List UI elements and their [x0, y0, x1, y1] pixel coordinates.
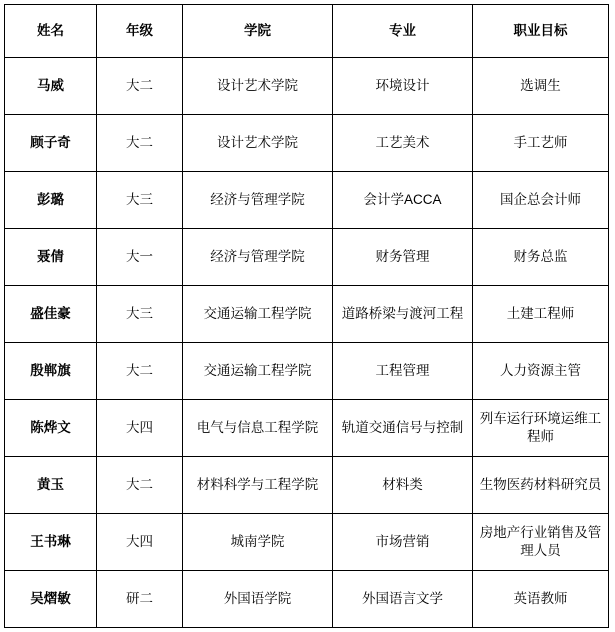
cell-goal: 国企总会计师	[473, 172, 609, 229]
cell-major: 材料类	[333, 457, 473, 514]
cell-college: 交通运输工程学院	[183, 286, 333, 343]
cell-grade: 大四	[97, 514, 183, 571]
table-row	[5, 286, 609, 343]
cell-goal: 列车运行环境运维工程师	[473, 400, 609, 457]
column-header-name: 姓名	[5, 5, 97, 58]
cell-name: 吴熠敏	[5, 571, 97, 628]
cell-college: 设计艺术学院	[183, 115, 333, 172]
cell-name: 顾子奇	[5, 115, 97, 172]
cell-college: 电气与信息工程学院	[183, 400, 333, 457]
cell-major: 环境设计	[333, 58, 473, 115]
cell-goal: 生物医药材料研究员	[473, 457, 609, 514]
table-header-row	[5, 5, 609, 58]
cell-grade: 大三	[97, 172, 183, 229]
cell-major: 轨道交通信号与控制	[333, 400, 473, 457]
table-header	[5, 5, 609, 58]
cell-name: 黄玉	[5, 457, 97, 514]
column-header-college: 学院	[183, 5, 333, 58]
table-row	[5, 115, 609, 172]
column-header-goal: 职业目标	[473, 5, 609, 58]
cell-college: 经济与管理学院	[183, 229, 333, 286]
table-row	[5, 457, 609, 514]
cell-name: 王书琳	[5, 514, 97, 571]
cell-name: 彭璐	[5, 172, 97, 229]
cell-grade: 大二	[97, 343, 183, 400]
cell-name: 马威	[5, 58, 97, 115]
cell-goal: 房地产行业销售及管理人员	[473, 514, 609, 571]
cell-name: 聂倩	[5, 229, 97, 286]
cell-name: 盛佳豪	[5, 286, 97, 343]
cell-major: 工程管理	[333, 343, 473, 400]
cell-grade: 大三	[97, 286, 183, 343]
cell-goal: 英语教师	[473, 571, 609, 628]
cell-grade: 大二	[97, 457, 183, 514]
student-career-table	[4, 4, 609, 628]
cell-goal: 手工艺师	[473, 115, 609, 172]
cell-name: 陈烨文	[5, 400, 97, 457]
table-row	[5, 571, 609, 628]
table-row	[5, 400, 609, 457]
cell-grade: 大二	[97, 58, 183, 115]
table-body	[5, 58, 609, 628]
column-header-major: 专业	[333, 5, 473, 58]
table-row	[5, 58, 609, 115]
cell-major: 工艺美术	[333, 115, 473, 172]
cell-college: 经济与管理学院	[183, 172, 333, 229]
table-row	[5, 172, 609, 229]
cell-goal: 财务总监	[473, 229, 609, 286]
table-row	[5, 343, 609, 400]
cell-goal: 土建工程师	[473, 286, 609, 343]
cell-college: 设计艺术学院	[183, 58, 333, 115]
column-header-grade: 年级	[97, 5, 183, 58]
cell-grade: 大四	[97, 400, 183, 457]
cell-major: 外国语言文学	[333, 571, 473, 628]
cell-goal: 人力资源主管	[473, 343, 609, 400]
cell-major: 财务管理	[333, 229, 473, 286]
cell-college: 交通运输工程学院	[183, 343, 333, 400]
cell-major: 市场营销	[333, 514, 473, 571]
cell-major: 会计学ACCA	[333, 172, 473, 229]
table-row	[5, 229, 609, 286]
cell-college: 外国语学院	[183, 571, 333, 628]
cell-goal: 选调生	[473, 58, 609, 115]
cell-college: 材料科学与工程学院	[183, 457, 333, 514]
cell-college: 城南学院	[183, 514, 333, 571]
table-row	[5, 514, 609, 571]
cell-grade: 研二	[97, 571, 183, 628]
cell-grade: 大二	[97, 115, 183, 172]
cell-name: 殷郸旗	[5, 343, 97, 400]
cell-grade: 大一	[97, 229, 183, 286]
cell-major: 道路桥梁与渡河工程	[333, 286, 473, 343]
